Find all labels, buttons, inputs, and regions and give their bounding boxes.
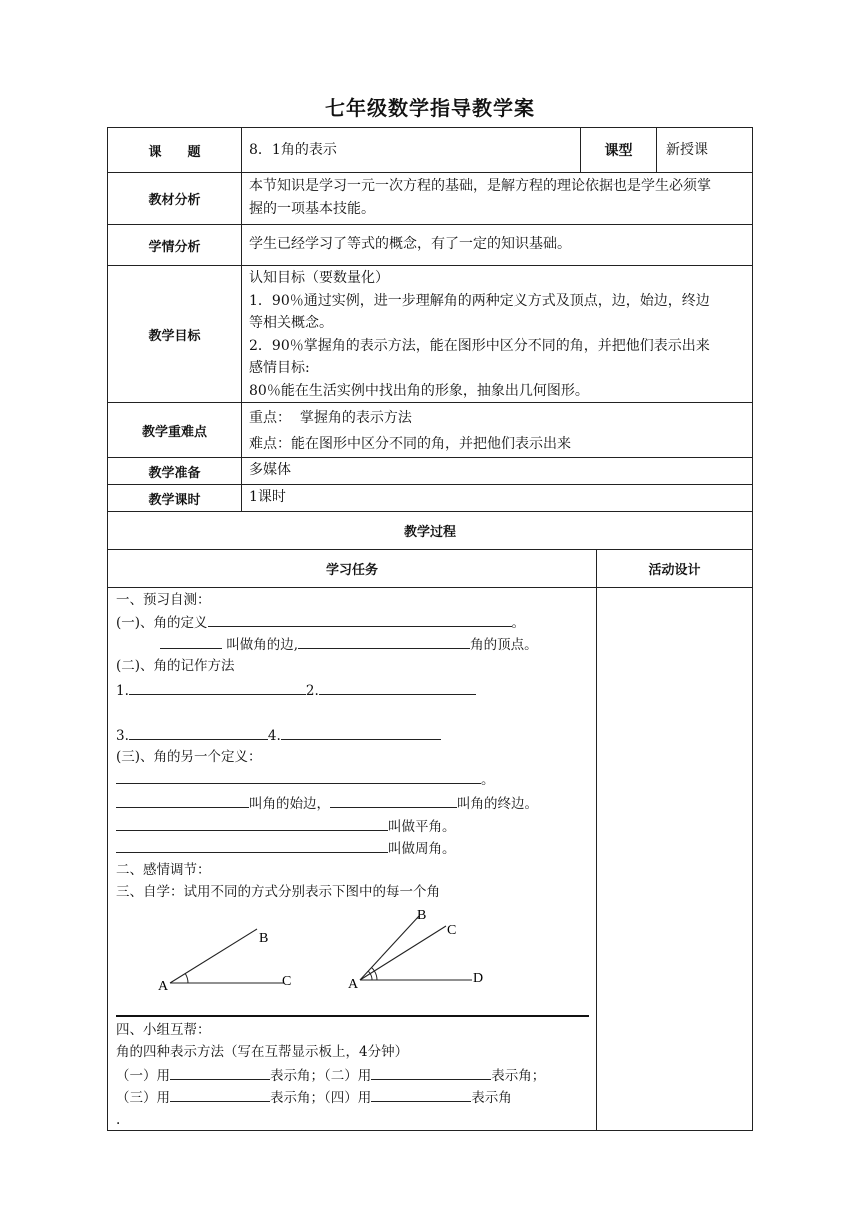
goals-line-6: 80％能在生活实例中找出角的形象，抽象出几何图形。 [249, 383, 589, 399]
blank [170, 1087, 270, 1102]
students-label: 学情分析 [148, 239, 201, 255]
section-3-title: 三、自学：试用不同的方式分别表示下图中的每一个角 [116, 884, 440, 900]
goals-line-3: 等相关概念。 [249, 315, 333, 331]
period: 。 [511, 615, 526, 631]
method-4-suffix: 表示角 [471, 1090, 512, 1106]
method-2-suffix: 表示角； [491, 1068, 546, 1084]
prep-value: 多媒体 [249, 462, 291, 478]
students-line-1: 学生已经学习了等式的概念，有了一定的知识基础。 [249, 236, 571, 252]
method-1-label: （一）用 [116, 1068, 170, 1084]
blank [170, 1065, 270, 1080]
type-label: 课型 [604, 143, 633, 159]
blank [116, 769, 481, 784]
second-definition-title: (三)、角的另一个定义： [116, 749, 262, 765]
fig2-point-d: D [473, 971, 484, 986]
blank [330, 793, 457, 808]
page-title: 七年级数学指导教学案 [325, 96, 535, 120]
hours-label: 教学课时 [148, 492, 201, 508]
blank [129, 680, 306, 695]
process-heading: 教学过程 [403, 525, 456, 540]
section-4-instruction: 角的四种表示方法（写在互帮显示板上，4分钟） [116, 1044, 409, 1060]
start-side-text: 叫角的始边， [249, 796, 330, 812]
fig2-point-c: C [447, 923, 457, 938]
methods-line-1 [116, 1065, 545, 1086]
notation-line-1 [116, 680, 476, 701]
prep-label: 教学准备 [148, 465, 201, 481]
blank [298, 634, 470, 649]
angle-side-line [160, 634, 538, 655]
second-definition-line [116, 769, 495, 790]
blank [129, 725, 268, 740]
type-value: 新授课 [666, 142, 708, 158]
blank [116, 816, 388, 831]
blank [116, 793, 249, 808]
textbook-label: 教材分析 [148, 193, 201, 208]
method-1-suffix: 表示角； [270, 1068, 324, 1084]
angle-definition-line [116, 612, 525, 633]
methods-line-2 [116, 1087, 512, 1108]
fig1-point-b: B [259, 931, 269, 946]
goals-line-1: 认知目标（要数量化） [249, 270, 389, 286]
blank [116, 838, 388, 853]
method-3-suffix: 表示角； [270, 1090, 324, 1106]
divider [116, 1015, 589, 1017]
side-text: 叫做角的边, [226, 637, 299, 653]
figure-2 [348, 908, 483, 992]
topic-value: 8．1角的表示 [249, 142, 337, 158]
notation-title: (二)、角的记作方法 [116, 658, 235, 674]
angle-figures [108, 900, 608, 1010]
num-2: 2. [305, 683, 319, 699]
full-angle-text: 叫做周角。 [388, 841, 456, 857]
goals-label: 教学目标 [148, 328, 201, 344]
blank [319, 680, 476, 695]
col-activity-header: 活动设计 [648, 563, 701, 578]
fig2-point-b: B [417, 908, 427, 923]
col-task-header: 学习任务 [325, 563, 378, 578]
topic-label: 课 题 [148, 144, 201, 160]
key-point-line-1: 重点： 掌握角的表示方法 [249, 410, 412, 426]
blank [281, 725, 441, 740]
start-end-side-line [116, 793, 538, 814]
method-3-label: （三）用 [116, 1090, 170, 1106]
section-4-title: 四、小组互帮： [116, 1022, 211, 1038]
num-3: 3. [116, 728, 129, 744]
straight-angle-line [116, 816, 456, 837]
goals-line-4: 2．90％掌握角的表示方法，能在图形中区分不同的角，并把他们表示出来 [249, 338, 710, 354]
notation-line-2 [116, 725, 441, 746]
angle-definition-label: (一)、角的定义 [116, 615, 208, 631]
fig1-vertex: A [158, 979, 169, 994]
textbook-line-1: 本节知识是学习一元一次方程的基础，是解方程的理论依据也是学生必须掌 [249, 178, 711, 194]
method-2-label: （二）用 [324, 1068, 372, 1084]
fig2-vertex: A [348, 977, 359, 992]
textbook-line-2: 握的一项基本技能。 [249, 201, 375, 217]
goals-line-5: 感情目标: [249, 360, 310, 376]
blank [160, 634, 222, 649]
full-angle-line [116, 838, 456, 859]
hours-value: 1课时 [249, 489, 286, 505]
vertex-text: 角的顶点。 [470, 637, 538, 653]
blank [371, 1065, 491, 1080]
trailing-dot: . [116, 1112, 121, 1128]
key-points-label: 教学重难点 [141, 424, 207, 440]
straight-angle-text: 叫做平角。 [388, 819, 456, 835]
num-4: 4. [267, 728, 281, 744]
goals-line-2: 1．90％通过实例，进一步理解角的两种定义方式及顶点，边，始边，终边 [249, 293, 710, 309]
blank [208, 612, 512, 627]
section-1-title: 一、预习自测： [116, 592, 211, 608]
key-point-line-2: 难点：能在图形中区分不同的角，并把他们表示出来 [249, 436, 571, 452]
blank [371, 1087, 471, 1102]
num-1: 1. [116, 683, 129, 699]
section-2-title: 二、感情调节： [116, 862, 211, 878]
fig1-point-c: C [282, 974, 292, 989]
period: 。 [481, 772, 495, 788]
end-side-text: 叫角的终边。 [457, 796, 538, 812]
figure-1 [158, 929, 291, 994]
method-4-label: （四）用 [324, 1090, 372, 1106]
